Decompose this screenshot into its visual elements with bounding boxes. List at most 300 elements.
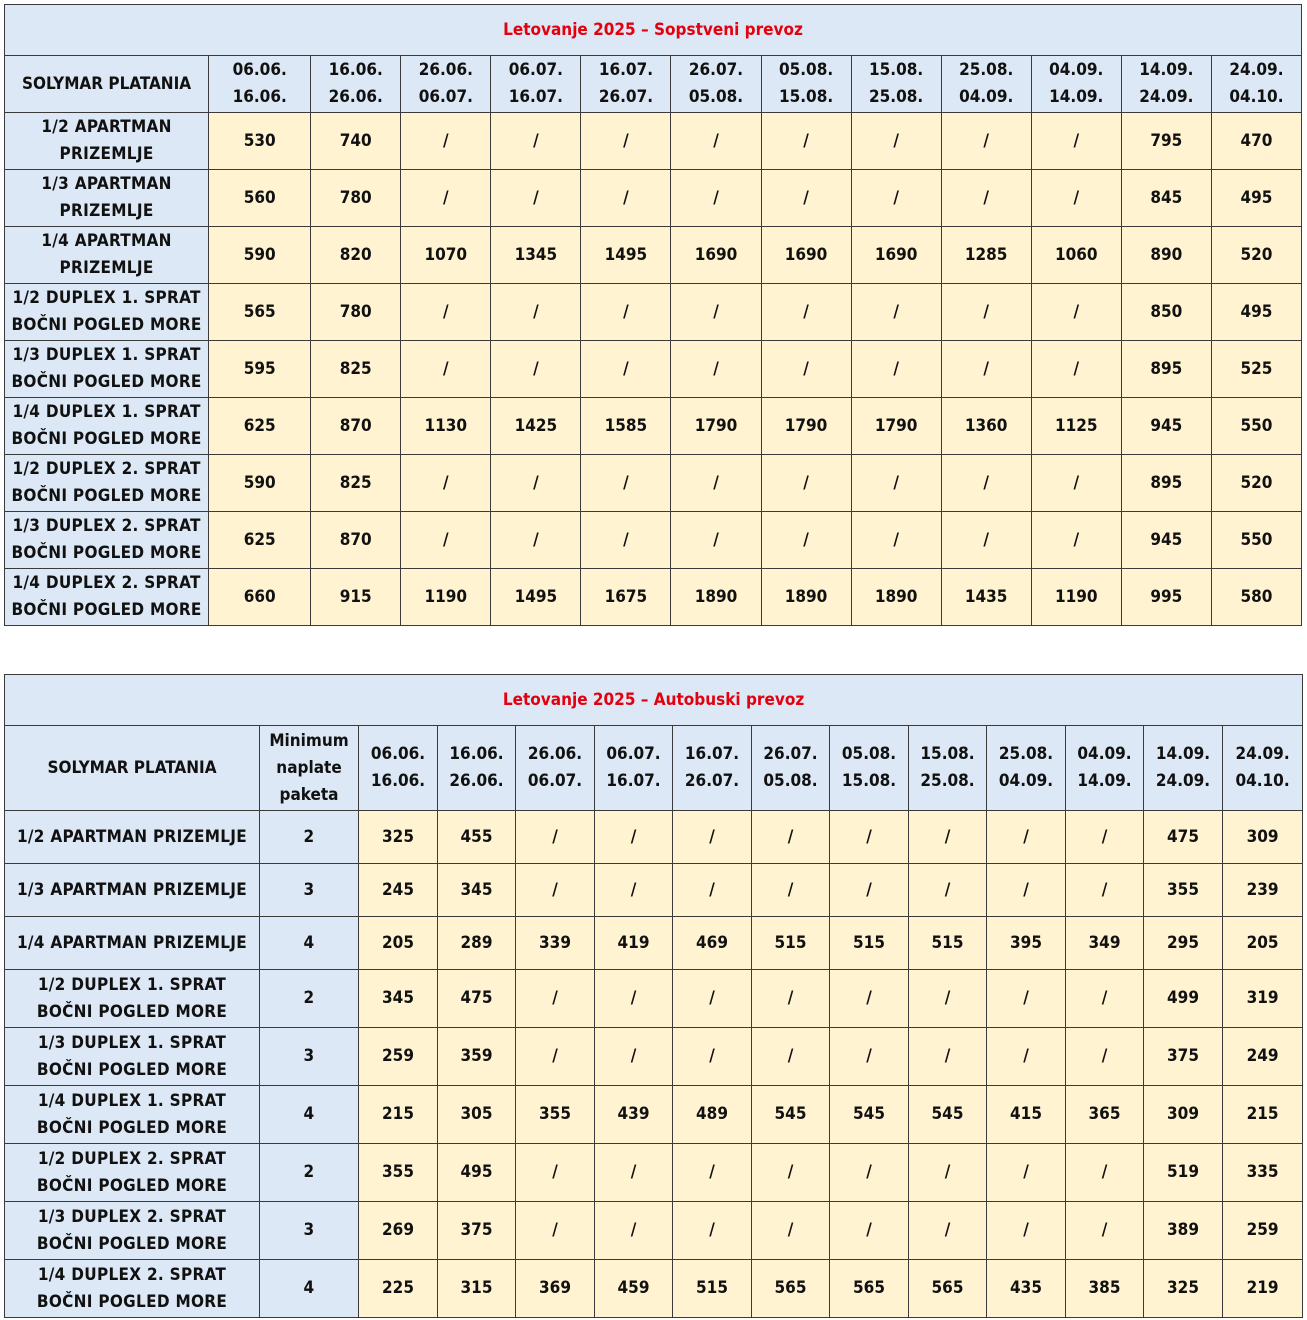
price-cell: 319 (1223, 970, 1303, 1028)
price-cell: / (1066, 970, 1144, 1028)
room-type-cell (5, 512, 209, 569)
price-cell: 375 (438, 1202, 516, 1260)
period-start: 05.08. (778, 60, 834, 80)
price-cell: 1585 (581, 398, 671, 455)
price-cell: / (851, 284, 941, 341)
price-cell: / (595, 811, 673, 864)
price-cell: 369 (516, 1260, 595, 1318)
table-row (5, 1144, 1303, 1202)
price-cell: 780 (311, 170, 401, 227)
room-type-line: BOČNI POGLED MORE (36, 1001, 228, 1022)
table-title-row (5, 675, 1303, 726)
price-cell: 439 (595, 1086, 673, 1144)
price-cell: 495 (1211, 170, 1301, 227)
price-cell: 325 (359, 811, 438, 864)
room-type-line: BOČNI POGLED MORE (11, 315, 202, 335)
period-end: 16.07. (606, 771, 661, 791)
room-type-cell (5, 1028, 260, 1086)
period-start: 24.09. (1229, 60, 1284, 80)
period-end: 26.06. (328, 87, 383, 107)
price-cell: 870 (311, 512, 401, 569)
minimum-package-cell: 2 (260, 811, 359, 864)
period-start: 26.07. (688, 60, 744, 80)
price-cell: / (909, 1144, 987, 1202)
price-cell: 499 (1144, 970, 1223, 1028)
price-cell: / (581, 512, 671, 569)
room-type-line: 1/2 DUPLEX 2. SPRAT (12, 459, 201, 479)
price-cell: / (491, 284, 581, 341)
price-cell: / (761, 113, 851, 170)
price-cell: / (851, 512, 941, 569)
period-start: 16.07. (684, 744, 740, 764)
price-cell: / (595, 864, 673, 917)
price-cell: 239 (1223, 864, 1303, 917)
price-cell: / (516, 1028, 595, 1086)
price-cell: / (752, 1144, 830, 1202)
period-start: 15.08. (920, 744, 975, 764)
period-end: 26.07. (598, 87, 654, 107)
table-row (5, 1260, 1303, 1318)
price-cell: 1790 (851, 398, 941, 455)
price-table-sopstveni-prevoz (4, 4, 1302, 626)
price-cell: 1190 (1031, 569, 1121, 626)
minimum-package-cell: 3 (260, 864, 359, 917)
room-type-line: BOČNI POGLED MORE (11, 429, 202, 449)
minimum-package-header (260, 726, 359, 811)
price-cell: / (581, 455, 671, 512)
table-row (5, 113, 1302, 170)
price-cell: 1690 (851, 227, 941, 284)
price-cell: / (752, 970, 830, 1028)
period-start: 25.08. (998, 744, 1054, 764)
minimum-package-cell: 2 (260, 970, 359, 1028)
table-row (5, 917, 1303, 970)
table-header-row (5, 726, 1303, 811)
price-cell: / (516, 1144, 595, 1202)
price-cell: 415 (987, 1086, 1066, 1144)
price-cell: / (595, 1028, 673, 1086)
price-cell: 825 (311, 341, 401, 398)
table-row (5, 341, 1302, 398)
price-cell: / (401, 512, 491, 569)
price-cell: / (830, 864, 909, 917)
price-table-body (5, 5, 1302, 626)
price-cell: 495 (1211, 284, 1301, 341)
price-cell: / (830, 1144, 909, 1202)
period-end: 25.08. (869, 87, 924, 107)
price-cell: / (761, 284, 851, 341)
minimum-package-cell: 3 (260, 1202, 359, 1260)
price-cell: 389 (1144, 1202, 1223, 1260)
price-cell: 1360 (941, 398, 1031, 455)
price-cell: 215 (1223, 1086, 1303, 1144)
period-header (438, 726, 516, 811)
price-cell: 365 (1066, 1086, 1144, 1144)
price-cell: / (1066, 864, 1144, 917)
price-cell: 520 (1211, 227, 1301, 284)
price-cell: / (909, 970, 987, 1028)
minimum-package-cell: 4 (260, 1086, 359, 1144)
room-type-line: 1/3 DUPLEX 2. SPRAT (12, 516, 201, 536)
price-cell: / (1066, 1028, 1144, 1086)
period-header (595, 726, 673, 811)
room-type-cell (5, 1202, 260, 1260)
minimum-package-cell: 4 (260, 917, 359, 970)
price-cell: 315 (438, 1260, 516, 1318)
price-cell: 565 (909, 1260, 987, 1318)
price-cell: 489 (673, 1086, 752, 1144)
room-type-line: BOČNI POGLED MORE (36, 1117, 228, 1138)
room-type-cell (5, 811, 260, 864)
price-cell: / (1031, 113, 1121, 170)
table-title: Letovanje 2025 – Autobuski prevoz (5, 675, 1303, 726)
table-header-row (5, 56, 1302, 113)
price-cell: 1690 (761, 227, 851, 284)
price-cell: / (987, 970, 1066, 1028)
price-cell: / (1031, 284, 1121, 341)
period-header (1211, 56, 1301, 113)
price-cell: 780 (311, 284, 401, 341)
price-cell: / (941, 113, 1031, 170)
price-cell: 530 (209, 113, 311, 170)
price-cell: / (851, 341, 941, 398)
table-row (5, 970, 1303, 1028)
price-cell: 515 (752, 917, 830, 970)
period-start: 15.08. (869, 60, 924, 80)
price-cell: 1190 (401, 569, 491, 626)
price-cell: / (491, 512, 581, 569)
table-title: Letovanje 2025 – Sopstveni prevoz (5, 5, 1302, 56)
price-cell: 850 (1121, 284, 1211, 341)
price-cell: / (987, 1028, 1066, 1086)
min-header-line: Minimum (269, 730, 349, 751)
period-header (671, 56, 761, 113)
price-cell: / (752, 1028, 830, 1086)
room-type-cell (5, 113, 209, 170)
room-type-line: 1/4 APARTMAN PRIZEMLJE (16, 932, 248, 953)
price-cell: 1130 (401, 398, 491, 455)
price-cell: / (1031, 170, 1121, 227)
minimum-package-cell: 2 (260, 1144, 359, 1202)
price-cell: / (1066, 1202, 1144, 1260)
price-cell: / (673, 1028, 752, 1086)
room-type-line: PRIZEMLJE (59, 144, 154, 164)
price-cell: 625 (209, 512, 311, 569)
price-cell: / (830, 811, 909, 864)
min-header-line: naplate (276, 757, 342, 778)
price-cell: 435 (987, 1260, 1066, 1318)
period-end: 15.08. (778, 87, 834, 107)
room-type-line: BOČNI POGLED MORE (36, 1233, 228, 1254)
room-type-line: BOČNI POGLED MORE (11, 372, 202, 392)
price-cell: / (671, 113, 761, 170)
price-cell: / (401, 113, 491, 170)
period-end: 14.09. (1077, 771, 1132, 791)
period-end: 04.09. (959, 87, 1014, 107)
period-end: 26.07. (684, 771, 740, 791)
price-cell: 595 (209, 341, 311, 398)
price-cell: / (752, 1202, 830, 1260)
price-cell: 895 (1121, 341, 1211, 398)
price-cell: 339 (516, 917, 595, 970)
price-cell: 309 (1223, 811, 1303, 864)
period-header (830, 726, 909, 811)
price-cell: / (761, 170, 851, 227)
price-cell: 1285 (941, 227, 1031, 284)
room-type-cell (5, 170, 209, 227)
room-type-line: PRIZEMLJE (59, 201, 154, 221)
price-cell: 1790 (671, 398, 761, 455)
price-cell: 349 (1066, 917, 1144, 970)
period-start: 06.06. (370, 744, 426, 764)
price-cell: / (401, 341, 491, 398)
room-type-cell (5, 1144, 260, 1202)
room-type-line: PRIZEMLJE (59, 258, 154, 278)
price-cell: / (595, 1144, 673, 1202)
price-cell: 915 (311, 569, 401, 626)
price-cell: 550 (1211, 398, 1301, 455)
price-cell: 740 (311, 113, 401, 170)
price-cell: / (851, 170, 941, 227)
price-cell: / (516, 970, 595, 1028)
price-cell: 1890 (671, 569, 761, 626)
room-type-line: 1/3 DUPLEX 1. SPRAT (12, 345, 201, 365)
price-cell: 515 (673, 1260, 752, 1318)
period-start: 26.06. (527, 744, 583, 764)
price-cell: / (401, 284, 491, 341)
period-header (359, 726, 438, 811)
price-cell: / (516, 864, 595, 917)
price-cell: 545 (830, 1086, 909, 1144)
price-cell: 1495 (491, 569, 581, 626)
table-row (5, 1086, 1303, 1144)
table-row (5, 284, 1302, 341)
price-cell: / (1031, 512, 1121, 569)
price-cell: / (673, 970, 752, 1028)
price-cell: 245 (359, 864, 438, 917)
price-cell: 580 (1211, 569, 1301, 626)
period-start: 04.09. (1077, 744, 1132, 764)
price-cell: 945 (1121, 398, 1211, 455)
room-type-line: 1/4 APARTMAN (41, 231, 172, 251)
period-start: 16.06. (449, 744, 504, 764)
price-cell: 269 (359, 1202, 438, 1260)
period-start: 06.07. (508, 60, 563, 80)
price-cell: / (491, 113, 581, 170)
period-header (673, 726, 752, 811)
price-cell: / (595, 970, 673, 1028)
price-cell: / (491, 455, 581, 512)
period-end: 04.10. (1235, 771, 1290, 791)
period-end: 25.08. (920, 771, 975, 791)
price-cell: / (941, 512, 1031, 569)
price-cell: / (987, 1202, 1066, 1260)
room-type-line: 1/4 DUPLEX 2. SPRAT (12, 573, 201, 593)
price-cell: 295 (1144, 917, 1223, 970)
table-row (5, 1202, 1303, 1260)
price-cell: / (941, 341, 1031, 398)
price-cell: / (401, 455, 491, 512)
room-type-line: BOČNI POGLED MORE (36, 1291, 228, 1312)
period-end: 15.08. (841, 771, 897, 791)
price-cell: 475 (438, 970, 516, 1028)
price-cell: 375 (1144, 1028, 1223, 1086)
period-header (1066, 726, 1144, 811)
period-end: 05.08. (688, 87, 744, 107)
price-cell: 820 (311, 227, 401, 284)
price-cell: 825 (311, 455, 401, 512)
room-type-line: 1/4 DUPLEX 2. SPRAT (37, 1264, 227, 1285)
price-cell: 355 (359, 1144, 438, 1202)
price-cell: 565 (209, 284, 311, 341)
period-header (761, 56, 851, 113)
price-cell: / (1031, 455, 1121, 512)
period-header (987, 726, 1066, 811)
period-start: 26.07. (763, 744, 818, 764)
price-table-autobuski-prevoz (4, 674, 1303, 1318)
price-cell: 1675 (581, 569, 671, 626)
room-type-cell (5, 864, 260, 917)
period-header (581, 56, 671, 113)
price-cell: 385 (1066, 1260, 1144, 1318)
period-end: 06.07. (527, 771, 583, 791)
price-cell: 795 (1121, 113, 1211, 170)
price-cell: / (516, 811, 595, 864)
price-cell: 945 (1121, 512, 1211, 569)
price-cell: 205 (359, 917, 438, 970)
minimum-package-cell: 3 (260, 1028, 359, 1086)
price-cell: 525 (1211, 341, 1301, 398)
period-end: 24.09. (1139, 87, 1194, 107)
price-cell: 1690 (671, 227, 761, 284)
price-cell: 345 (438, 864, 516, 917)
period-start: 16.07. (598, 60, 654, 80)
room-type-line: 1/2 APARTMAN (41, 117, 172, 137)
price-cell: / (671, 170, 761, 227)
price-cell: 335 (1223, 1144, 1303, 1202)
price-cell: / (671, 512, 761, 569)
price-cell: 259 (359, 1028, 438, 1086)
price-cell: 345 (359, 970, 438, 1028)
period-header (941, 56, 1031, 113)
price-cell: 1890 (761, 569, 851, 626)
period-header (1223, 726, 1303, 811)
price-cell: / (671, 284, 761, 341)
room-type-cell (5, 1086, 260, 1144)
price-cell: 1495 (581, 227, 671, 284)
price-cell: 495 (438, 1144, 516, 1202)
price-cell: 325 (1144, 1260, 1223, 1318)
hotel-name-header: SOLYMAR PLATANIA (5, 726, 260, 811)
price-table-body (5, 675, 1303, 1318)
price-cell: / (909, 864, 987, 917)
price-cell: 249 (1223, 1028, 1303, 1086)
price-cell: / (909, 811, 987, 864)
price-cell: 565 (752, 1260, 830, 1318)
price-cell: 259 (1223, 1202, 1303, 1260)
period-header (209, 56, 311, 113)
price-cell: 519 (1144, 1144, 1223, 1202)
period-start: 25.08. (959, 60, 1014, 80)
period-start: 14.09. (1155, 744, 1211, 764)
room-type-cell (5, 1260, 260, 1318)
table-row (5, 227, 1302, 284)
price-cell: / (491, 341, 581, 398)
room-type-line: 1/2 DUPLEX 1. SPRAT (12, 288, 201, 308)
period-start: 16.06. (328, 60, 383, 80)
price-cell: / (1066, 811, 1144, 864)
price-cell: / (581, 170, 671, 227)
price-cell: 590 (209, 227, 311, 284)
price-cell: 219 (1223, 1260, 1303, 1318)
price-cell: / (909, 1028, 987, 1086)
price-cell: / (987, 811, 1066, 864)
period-header (516, 726, 595, 811)
price-cell: / (581, 341, 671, 398)
price-cell: 550 (1211, 512, 1301, 569)
price-cell: 520 (1211, 455, 1301, 512)
price-cell: 225 (359, 1260, 438, 1318)
price-cell: / (851, 113, 941, 170)
price-cell: / (761, 341, 851, 398)
table-row (5, 398, 1302, 455)
period-header (311, 56, 401, 113)
price-cell: 355 (1144, 864, 1223, 917)
period-start: 26.06. (418, 60, 473, 80)
price-cell: 1790 (761, 398, 851, 455)
price-cell: 895 (1121, 455, 1211, 512)
price-cell: / (581, 113, 671, 170)
price-cell: 995 (1121, 569, 1211, 626)
period-header (1031, 56, 1121, 113)
period-start: 14.09. (1139, 60, 1194, 80)
price-cell: 870 (311, 398, 401, 455)
price-cell: 1060 (1031, 227, 1121, 284)
price-cell: 395 (987, 917, 1066, 970)
price-cell: 515 (830, 917, 909, 970)
price-cell: / (941, 284, 1031, 341)
period-start: 04.09. (1049, 60, 1104, 80)
price-cell: 305 (438, 1086, 516, 1144)
price-cell: 545 (752, 1086, 830, 1144)
price-cell: 469 (673, 917, 752, 970)
price-cell: / (671, 455, 761, 512)
price-cell: 1435 (941, 569, 1031, 626)
price-cell: 1890 (851, 569, 941, 626)
table-row (5, 512, 1302, 569)
price-cell: 560 (209, 170, 311, 227)
price-cell: / (941, 455, 1031, 512)
price-cell: 590 (209, 455, 311, 512)
table-row (5, 569, 1302, 626)
table-row (5, 811, 1303, 864)
room-type-line: BOČNI POGLED MORE (11, 600, 202, 620)
room-type-line: BOČNI POGLED MORE (11, 486, 202, 506)
room-type-line: 1/3 DUPLEX 1. SPRAT (37, 1032, 227, 1053)
period-start: 05.08. (841, 744, 897, 764)
room-type-line: 1/4 DUPLEX 1. SPRAT (12, 402, 201, 422)
period-end: 16.06. (370, 771, 426, 791)
period-end: 14.09. (1049, 87, 1104, 107)
price-cell: 515 (909, 917, 987, 970)
period-header (491, 56, 581, 113)
room-type-cell (5, 569, 209, 626)
price-cell: / (673, 1202, 752, 1260)
table-title-row (5, 5, 1302, 56)
price-cell: / (987, 864, 1066, 917)
price-cell: 215 (359, 1086, 438, 1144)
room-type-line: 1/3 APARTMAN PRIZEMLJE (16, 879, 248, 900)
